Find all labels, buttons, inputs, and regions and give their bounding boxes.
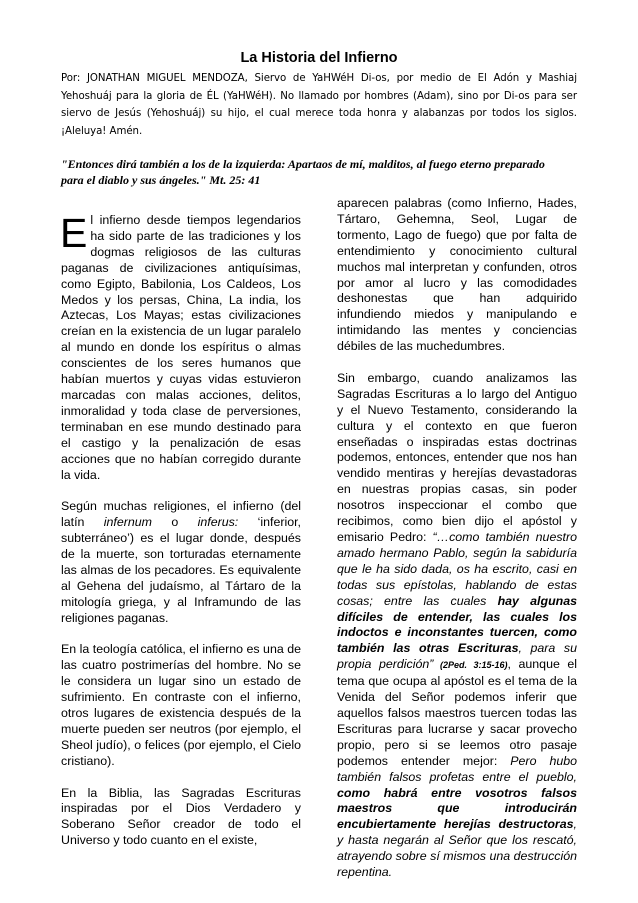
quote-run: Pero hubo también falsos profetas entre el pueblo, xyxy=(337,753,578,784)
paragraph-catholic-theology: En la teología católica, el infierno es una de las cuatro postrimerías del hombre. No se le considera un lugar sino un estado de sufrimiento. En contraste con el infierno, otros lugares de existencia después de la muerte pueden ser neutros (por ejemplo, el Sheol judío), o felices (por ejemplo, el Cielo cristiano). xyxy=(61,642,301,768)
author-byline: Por: JONATHAN MIGUEL MENDOZA, Siervo de YaHWéH Di-os, por medio de El Adón y Mashiaj Yehoshuáj para la gloria de ÉL (YaHWéH). No llamado por hombres (Adam), sino por Di-os para ser siervo de Jesús (Yehoshuáj) su hijo, el cual merece toda honra y alabanzas por todos los siglos. ¡Aleluya! Amén. xyxy=(61,73,577,137)
paragraph-words: aparecen palabras (como Infierno, Hades, Tártaro, Gehemna, Seol, Lugar de tormento, Lago de fuego) que por falta de entendimiento y conocimiento cultural muchos mal interpretan y confunden, otros por amor al lucro y las comodidades deshonestas que han adquirido infundiendo miedos y manipulando e intimidando las mentes y conciencias débiles de las muchedumbres. xyxy=(337,196,577,354)
paragraph-scripture-analysis xyxy=(337,371,577,881)
paragraph-intro-text: l infierno desde tiempos legendarios ha sido parte de las tradiciones y los dogmas religiosos de las culturas paganas de civilizaciones antiquísimas, como Egipto, Babilonia, Los Caldeos, Los Medos y los persas, China, La india, los Aztecas, Los Mayas; estas civilizaciones creían en la existencia de un lugar paralelo al mundo en donde los espíritus o almas conscientes de los seres humanos que habían muertos y cuyas vidas estuvieron marcadas con malas acciones, delitos, inmoralidad y toda clase de perversiones, terminaban en ese mundo destinado para el castigo y la penalización de esas acciones que no habían corregido durante la vida. xyxy=(61,213,301,482)
latin-term: infernum xyxy=(103,515,152,530)
left-column xyxy=(60,210,301,849)
drop-cap: E xyxy=(60,210,88,256)
paragraph-bible: En la Biblia, las Sagradas Escrituras inspiradas por el Dios Verdadero y Soberano Señor creador de todo el Universo y todo cuanto en el existe, xyxy=(61,785,301,848)
paragraph-definition xyxy=(61,499,301,626)
quote-run: , y hasta negarán al Señor que los rescató, atrayendo sobre sí mismos una destrucción repentina. xyxy=(337,817,577,880)
quote-emphasis: hay algunas difíciles de entender, las cuales los indoctos e inconstantes tuercen, como también las otras Escrituras xyxy=(337,593,577,656)
quote-run: “…como también nuestro amado hermano Pablo, según la sabiduría que le ha sido dada, os ha escrito, casi en todas sus epístolas, hablando de estas cosas; entre las cuales xyxy=(337,530,577,608)
text-run: ‘inferior, subterráneo’) es el lugar donde, después de la muerte, son torturadas eternamente las almas de los pecadores. Es equivalente al Gehena del judaísmo, al Tártaro de la mitología griega, y al Inframundo de las religiones paganas. xyxy=(61,515,301,625)
right-column xyxy=(337,196,577,881)
quote-run: , para su propia perdición” xyxy=(337,641,578,672)
scripture-reference: (2Ped. 3:15-16) xyxy=(433,660,508,671)
epigraph-quote: "Entonces dirá también a los de la izquierda: Apartaos de mí, malditos, al fuego eterno preparado para el diablo y sus ángeles." Mt. 25: 41 xyxy=(61,157,545,187)
text-run: Sin embargo, cuando analizamos las Sagradas Escrituras a lo largo del Antiguo y el Nuevo Testamento, considerando la cultura y el contexto en que fueron enseñadas o inspiradas estas doctrinas podemos, entonces, entender que nos han vendido mentiras y herejías devastadoras en nuestras propias casas, sin poder nosotros inspeccionar el combo que recibimos, como bien dijo el apóstol y emisario Pedro: xyxy=(337,370,577,545)
page-title: La Historia del Infierno xyxy=(240,50,398,66)
quote-emphasis: como habrá entre vosotros falsos maestros que introducirán encubiertamente herejías destructoras xyxy=(337,785,577,832)
text-run: Según muchas religiones, el infierno (del latín xyxy=(61,499,301,530)
text-run: , aunque el tema que ocupa al apóstol es el tema de la Venida del Señor podemos inferir que aquellos falsos maestros tuercen todas las Escrituras para lucrarse y sacar provecho propio, pero si se leemos otro pasaje podemos entender mejor: xyxy=(337,657,578,768)
latin-term: inferus: xyxy=(197,515,239,530)
paragraph-intro xyxy=(60,210,301,483)
text-run: o xyxy=(152,515,198,530)
